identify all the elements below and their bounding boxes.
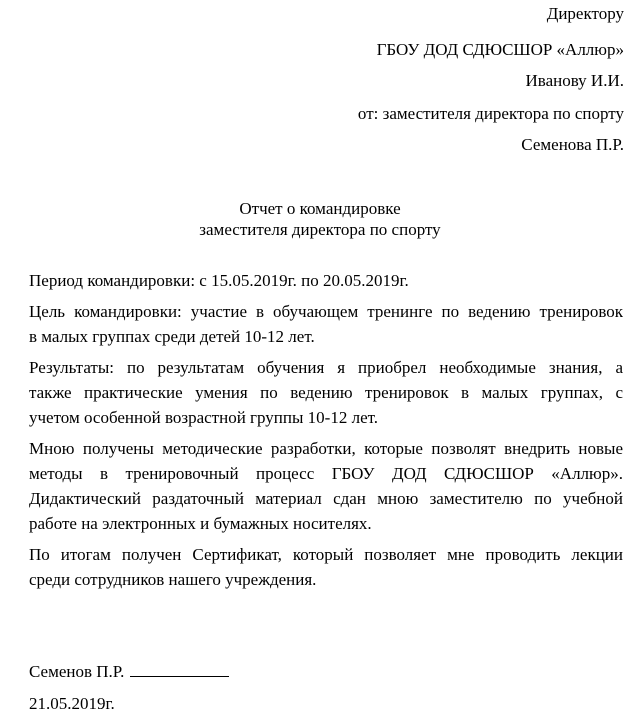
paragraph-certificate-line-2: среди сотрудников нашего учреждения.	[29, 570, 317, 589]
header-sender-position: от: заместителя директора по спорту	[357, 104, 624, 123]
paragraph-methods-line-1: Мною получены методические разработки, которые позволят внедрить новые	[29, 439, 623, 458]
paragraph-period: Период командировки: с 15.05.2019г. по 20.05.2019г.	[29, 271, 409, 290]
header-sender-name: Семенова П.Р.	[521, 135, 624, 154]
paragraph-methods-line-4: работе на электронных и бумажных носителях.	[29, 514, 372, 533]
paragraph-results-line-1: Результаты: по результатам обучения я приобрел необходимые знания, а	[29, 358, 623, 377]
document-subtitle: заместителя директора по спорту	[199, 220, 441, 239]
paragraph-methods-line-2: методы в тренировочный процесс ГБОУ ДОД СДЮСШОР «Аллюр».	[29, 464, 623, 483]
document-date: 21.05.2019г.	[29, 694, 115, 713]
paragraph-purpose-line-2: в малых группах среди детей 10-12 лет.	[29, 327, 315, 346]
paragraph-methods-line-3: Дидактический раздаточный материал сдан мною заместителю по учебной	[29, 489, 623, 508]
signatory-name: Семенов П.Р.	[29, 662, 125, 681]
paragraph-results-line-2: также практические умения по ведению тренировок в малых группах, с	[29, 383, 623, 402]
signature-line	[29, 659, 623, 684]
document-title: Отчет о командировке	[239, 199, 401, 218]
header-recipient-name: Иванову И.И.	[525, 71, 624, 90]
paragraph-results-line-3: учетом особенной возрастной группы 10-12 лет.	[29, 408, 379, 427]
paragraph-certificate-line-1: По итогам получен Сертификат, который позволяет мне проводить лекции	[29, 545, 623, 564]
paragraph-purpose-line-1: Цель командировки: участие в обучающем тренинге по ведению тренировок	[29, 302, 623, 321]
header-recipient-title: Директору	[546, 4, 624, 23]
signature-blank	[130, 660, 229, 677]
header-organization: ГБОУ ДОД СДЮСШОР «Аллюр»	[376, 40, 624, 59]
